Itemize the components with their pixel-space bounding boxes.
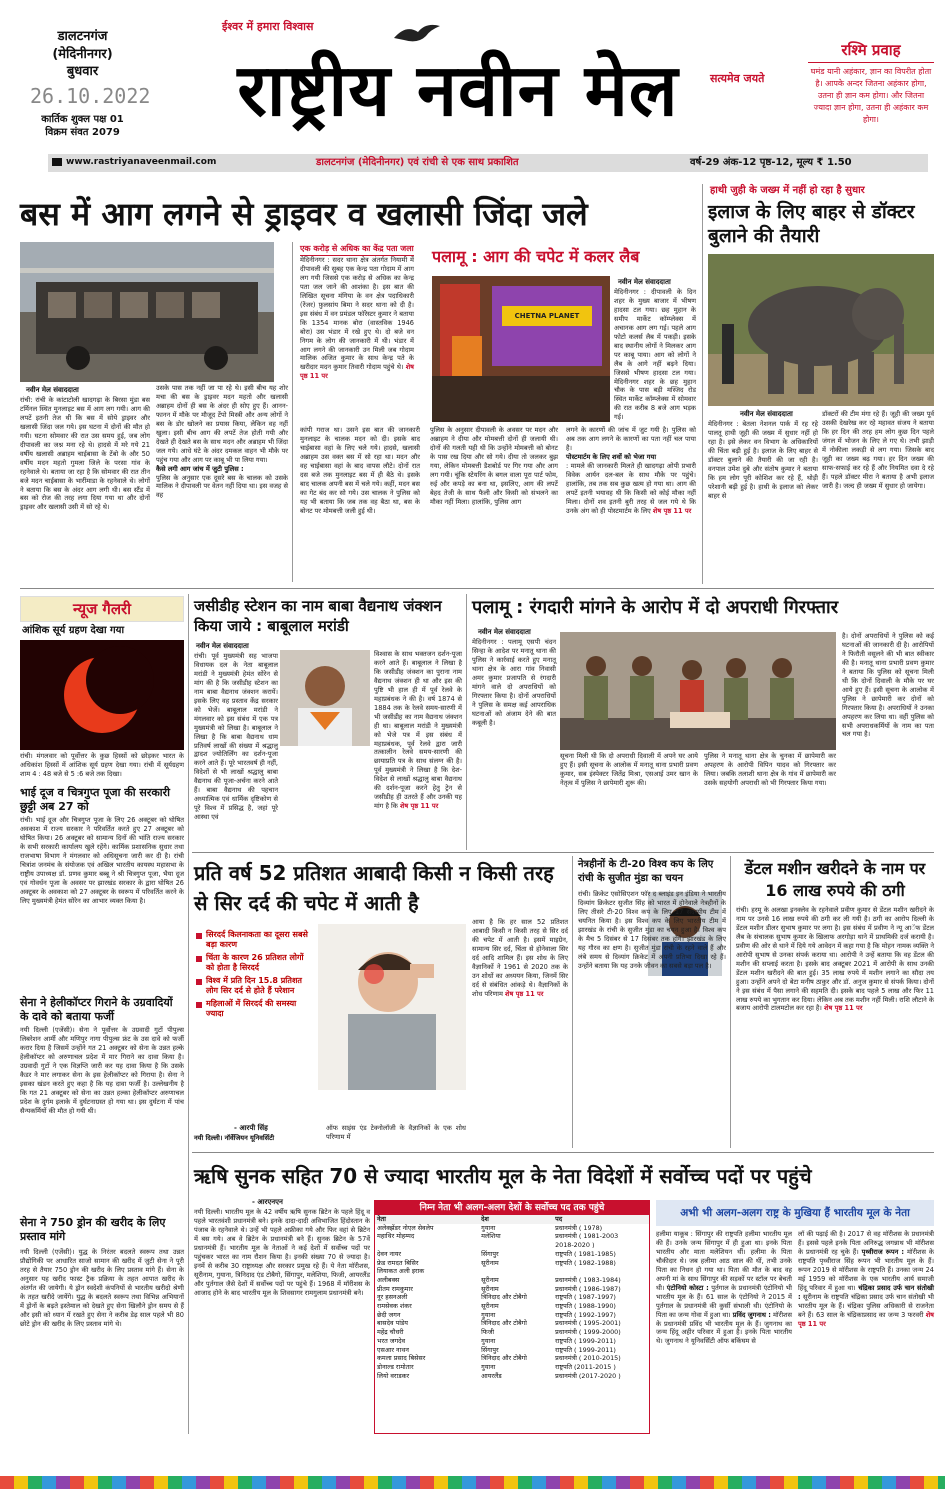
edition-date: 26.10.2022: [30, 83, 151, 108]
ware-kicker: एक करोड़ से अधिक का केंद्र पता जला: [300, 244, 414, 256]
table-row: [375, 1259, 649, 1268]
table-header-leader: नेता: [377, 1215, 386, 1223]
table-cell-country: सूरीनाम: [481, 1258, 499, 1267]
news-gallery-header: [20, 596, 184, 622]
rule: [466, 594, 467, 850]
lead-column-2b: पुलिस के अनुसार एक दूसरे बस के चालक को उसके मालिक ने दीपावली पर वेतन नहीं दिया था। इस वजह से वह: [156, 473, 288, 500]
table-header-country: देश: [481, 1215, 489, 1223]
lab-subhead: पोस्टमार्टम के लिए शवों को भेजा गया: [566, 452, 657, 461]
headache-text-2: [472, 918, 568, 1148]
headache-text: ऑफ साइंस एंड टेक्नोलॉजी के वैज्ञानिकों के एक शोध परिणाम में: [326, 1124, 466, 1141]
elephant-text-2: डॉक्टरों की टीम मंगा रहे हैं। जूही की जख्म पूर्व उसकी देखरेख कर रहे महावत संजय ने बताया कि हर दिन की तरह हम लोग कुछ दिन पहले जंगल में भोजन के लिए ले गए थे। तभी झाड़ी में नोकीला लकड़ी से लग गया। जिसके बाद जूही का जख्म बढ़ गया। हर दिन जख्म की साफ-सफाई कर रहे हैं और नियमित दवा दे रहे हैं। पहले डॉक्टर मीरा ने बताया है अभी इलाज जारी है। जल्द ही जख्म में सुधार हो जायेगा।: [822, 410, 934, 490]
table-cell-leader: कमला प्रसाद बिसेसर: [377, 1354, 426, 1363]
gallery-item3-head: सेना ने हेलीकॉप्टर गिराने के उग्रवादियों के दावे को बताया फर्जी: [20, 996, 173, 1023]
headache-bullet: चिंता के कारण 26 प्रतिशत लोगों को होता है सिरदर्द: [196, 953, 314, 973]
rangdari-text-2: सूचना मिली थी कि दो अपराधी दिवाली में अपने घर आये हुए हैं। इसी सूचना के आलोक में मनातू थाना प्रभारी प्रवण कुमार, सब इंस्पेक्टर जितेंद्र मिश्रा, एसआई उमर खान के नेतृत्व में पुलिस ने छापेमारी शुरू की।: [560, 752, 698, 787]
table-cell-post: प्रधानमंत्री ( 1983-1984): [555, 1275, 621, 1284]
mauritius-col-1: [656, 1230, 792, 1434]
table-cell-leader: प्रीतम रामकुमार: [377, 1284, 413, 1293]
rule: [20, 588, 934, 589]
edition-day: बुधवार: [66, 64, 99, 80]
table-row: [375, 1337, 649, 1346]
table-row: [375, 1346, 649, 1355]
headache-continued: शेष पृष्ठ 11 पर: [505, 989, 544, 998]
rashmi-box: [808, 40, 934, 155]
table-cell-leader: छेदी जगन: [377, 1310, 401, 1319]
edition-sub: (मेदिनीनगर): [52, 46, 113, 62]
table-row: [375, 1302, 649, 1311]
table-row: [375, 1293, 649, 1302]
table-cell-country: गुयाना: [481, 1310, 496, 1319]
tagline-left: ईश्वर में हमारा विश्वास: [222, 20, 314, 33]
table-cell-post: राष्ट्रपति ( 1982-1988): [555, 1258, 616, 1267]
table-cell-country: फिजी: [481, 1328, 495, 1337]
elephant-headline: इलाज के लिए बाहर से डॉक्टर बुलाने की तैयारी: [708, 201, 915, 247]
table-cell-post: [553, 1267, 649, 1276]
rule: [292, 242, 293, 582]
rangdari-headline: पलामू : रंगदारी मांगने के आरोप में दो अपराधी गिरफ्तार: [472, 597, 839, 618]
table-cell-country: मलेशिया: [481, 1232, 501, 1241]
table-cell-post: राष्ट्रपति ( 1999-2011): [555, 1345, 616, 1354]
edition-place: डालटनगंज: [57, 29, 108, 44]
mauritius-text: हलीमा याकूब : सिंगापुर की राष्ट्रपति हलीमा भारतीय मूल की हैं। उनके जन्म सिंगापुर में ही हुआ था। इनके पिता भारतीय और माता मलेशियन थीं। हलीमा के पिता चौकीदार थे। जब हलीमा आठ साल की थीं, तभी उनके पिता का निधन हो गया था। पिता की मौत के बाद वह अपनी मां के साथ सिंगापुर की सड़कों पर स्टॉल पर बेचती थी।: [656, 1230, 792, 1292]
table-cell-country: [479, 1241, 553, 1250]
rule: [192, 852, 934, 853]
rashmi-text: घमंड यानी अहंकार, ज्ञान का विपरीत होता है। आपके अन्दर जितना अहंकार होगा, उतना ही ज्ञान कम होगा। और जितना ज्यादा ज्ञान होगा, उतना ही अहंकार कम होगा।: [810, 67, 932, 125]
elephant-kicker: हाथी जुही के जख्म में नहीं हो रहा है सुधार: [710, 185, 865, 196]
babulal-continued: शेष पृष्ठ 11 पर: [399, 802, 439, 811]
mauritius-head-2: एंटोनियो कोस्टा :: [666, 1283, 709, 1292]
babulal-headline: जसीडीह स्टेशन का नाम बाबा वैद्यनाथ जंक्शन किया जाये : बाबूलाल मरांडी: [194, 597, 442, 635]
table-cell-leader: लियाकत अली इराक: [377, 1267, 425, 1276]
ware-continued: शेष पृष्ठ 11 पर: [300, 363, 414, 381]
lead-byline: नवीन मेल संवाददाता: [26, 386, 79, 394]
headache-dateline: नयी दिल्ली। नॉर्वेजियन यूनिवर्सिटी: [194, 1134, 275, 1142]
table-cell-country: त्रिनिदाद और टोबैगो: [481, 1293, 527, 1302]
table-cell-post: प्रधानमंत्री ( 1999-2000): [555, 1328, 621, 1337]
table-row: [375, 1250, 649, 1259]
panchang-1: कार्तिक शुक्ल पक्ष 01: [41, 113, 124, 125]
lab-photo: [432, 276, 610, 422]
mauritius-head-4: पृथ्वीराज रूपन :: [861, 1247, 905, 1256]
headache-body-2: आया है कि हर साल 52 प्रतिशत आबादी किसी न किसी तरह से सिर दर्द की चपेट में आती है। इसमें माइग्रेन, सामान्य सिर दर्द, चिंता से होनेवाला सिर दर्द आदि शामिल हैं। इस शोध के लिए वैज्ञानिकों ने 1961 से 2020 तक के उन शोधों का अध्ययन किया, जिनमें सिर दर्द से संबंधित आंकड़े थे। वैज्ञानिकों के शोध परिणाम: [472, 918, 568, 998]
table-row: [375, 1285, 649, 1294]
ware-body: मेदिनीनगर : सदर थाना क्षेत्र अंतर्गत नियामी में दीपावली की सुबह एक केन्द्र पता गोदाम में आग लग गयी जिससे एक करोड़ से अधिक का केन्द्र पता जल जाने की आशंका है। इस बात की लिखित सूचना मंगिया के वन क्षेत्र पदाधिकारी (रेंजर) फ़ुलसांय बिमा ने सदर थाना को दी है। इस संबंध में वन प्रमंडल फॉरेस्टर कुमार ने बताया कि 1354 मानक बोरा (वास्तविक 1946 बोरा) उस भंडार में रखे हुए थे। दो बजे वन निगम के लोग की जानकारी में थी। भंडार में आग लगने की जानकारी उन मिली जब गोदाम मालिक अजित कुमार के साथ केन्द्र पते के खरीदार मदन कुमार तिवारी गोदाम पहुंचे थे।: [300, 256, 414, 372]
lead-column-2: उसके पास तक नहीं जा पा रहे थे। इसी बीच यह शोर मचा की बस के ड्राइवर मदन महतो और खलासी अब्राहम दोनों ही बस के अंदर ही सोए हुए हैं। आनन-फानन में मौके पर मौजूद टेंपो मिस्त्री और अन्य लोगों ने बस के डोर खोलने का प्रयास किया, लेकिन वह नहीं खुला। इसी बीच आग की लपटें तेज होती गयी और देखते ही देखते बस के साथ मदन और अब्राहम भी जिंदा जल गये। आधे घंटे के अंदर दमकल वाहन भी मौके पर पहुंच गया और आग पर काबू भी पा लिया गया।: [156, 384, 288, 464]
rashmi-title: रश्मि प्रवाह: [808, 40, 934, 63]
table-cell-post: राष्ट्रपति ( 1999-2011): [555, 1336, 616, 1345]
table-cell-leader: बासदेव पांडेय: [377, 1319, 409, 1328]
table-row: [375, 1363, 649, 1372]
table-row: [375, 1354, 649, 1363]
table-cell-country: गुयाना: [481, 1223, 496, 1232]
babulal-text-2: [374, 650, 462, 848]
lab-sign-text: CHETNA PLANET: [514, 312, 580, 320]
web-link[interactable]: [52, 156, 216, 168]
leaders-table: [375, 1215, 649, 1380]
lead-column-1: रांची: रांची के कांटाटोली खादगढ़ा के बिरसा मुंडा बस टर्मिनल स्थित मुनलाइट बस में आग लग गयी। आग की लपटें इतनी तेज थी कि बस में सोये ड्राइवर और खलासी जिंदा जल गये। इस घटना में दोनों की मौत हो गयी। घटना सोमवार की रात उस समय हुई, जब लोग दीपावली का जश्न मना रहे थे। हादसे में मरे गये 21 वर्षीय खलासी अब्राहम चाईबासा के टेंबो के और 50 वर्षीय मदन महतो गुमला जिले के परसा गांव के रहनेवाले थे। बताया जा रहा है कि सोमवार की रात तीन बजे मदन चाईबासा के भारींमाडा के रहनेवाले थे। लोगों ने बताया कि बस के अंदर आग लगी थी। बस स्टैंड में बस को रोज की तरह लगा दिया गया था और दोनों ड्राइवर और खलासी उसी में सो रहे थे।: [20, 396, 150, 512]
sunak-headline: ऋषि सुनक सहित 70 से ज्यादा भारतीय मूल के नेता विदेशों में सर्वोच्च पदों पर पहुंचे: [194, 1164, 812, 1188]
mauritius-header: [656, 1200, 934, 1226]
rule: [730, 856, 731, 1148]
mauritius-continued: शेष पृष्ठ 11 पर: [798, 1310, 934, 1328]
table-row: [375, 1276, 649, 1285]
table-cell-leader: अलेक्झेंडर नोएल सेवलेप: [377, 1223, 434, 1232]
cricket-text: रांची। क्रिकेट एसोसिएशन फॉर द ब्लाइंड इन इंडिया ने भारतीय दिव्यांग क्रिकेटर सुजीत सिंह को भारत में होनेवाले नेत्रहीनों के लिए तीसरे टी-20 विश्व कप के लिए 17 सदस्यीय टीम में चयनित किया है। इस विश्व कप के लिए भारतीय टीम में झारखंड के रांची के सुजीत मुंडा का चयन हुआ है। विश्व कप के मैच 5 दिसंबर से 17 दिसंबर तक होंगे। झारखंड के लिए यह गौरव का क्षण है। सुजीत मुंडा रांची के रहने वाले हैं और लंबे समय से दिव्यांग क्रिकेट में अपनी प्रतिभा दिखा रहे हैं। उन्होंने बताया कि यह उनके जीवन का सबसे बड़ा पल है।: [578, 890, 726, 970]
table-cell-post: प्रधानमंत्री ( 1978): [555, 1223, 603, 1232]
table-row: [375, 1224, 649, 1233]
table-cell-post: प्रधानमंत्री ( 2010-2015): [555, 1354, 621, 1363]
masthead-bar: [48, 154, 928, 172]
ware-text: [300, 256, 414, 426]
table-row: [375, 1241, 649, 1250]
table-cell-country: आयरलैंड: [481, 1371, 502, 1380]
table-cell-leader: देवन नायर: [377, 1249, 402, 1258]
color-border-top: [0, 1476, 945, 1489]
babulal-byline: नवीन मेल संवाददाता: [196, 642, 249, 650]
issue-info: वर्ष-29 अंक-12 पृष्ठ-12, मूल्य ₹ 1.50: [690, 157, 852, 168]
lead-headline: बस में आग लगने से ड्राइवर व खलासी जिंदा जले: [20, 195, 588, 233]
table-cell-post: प्रधानमंत्री (2017-2020 ): [555, 1371, 621, 1380]
table-cell-post: प्रधानमंत्री ( 1981-2003: [555, 1232, 619, 1241]
elephant-text: मेदिनीनगर : बेतला नेशनल पार्क में रह रहे पालतू हाथी जूही की जख्म में सुधार नहीं हो रहा है। इसे लेकर वन विभाग के अधिकारियों की चिंता बढ़ी हुई है। इलाज के लिए बाहर से डॉक्टर बुलाने की तैयारी की जा रही है। वनपाल उमेश दुबे और संतोष कुमार ने बताया कि हम लोग पूरी कोशिश कर रहे हैं, थोड़ी परेशानी बढ़ी हुई है। हाथी के इलाज को लेकर बाहर से: [708, 420, 818, 500]
news-gallery-title: न्यूज गैलरी: [72, 600, 132, 618]
mauritius-text-5: मॉरीशस के राष्ट्रपति पृथ्वीराज सिंह रूपन भी भारतीय मूल के हैं। रूपन 2019 से मॉरीशस के राष्ट्रपति हैं। उनका जन्म 24 मई 1959 को मॉरीशस के एक भारतीय आर्य समाजी हिंदू परिवार में हुआ था।: [798, 1247, 934, 1292]
headache-byline: - आरपी सिंह: [234, 1124, 268, 1132]
leaders-table-title: निम्न नेता भी अलग-अलग देशों के सर्वोच्च पद तक पहुंचे: [375, 1201, 649, 1215]
headache-photo: [318, 924, 466, 1090]
babulal-body-2: विश्वास के साथ भक्तजन दर्शन-पूजा करने आते हैं। बाबूलाल ने लिखा है कि जसीडीह जंक्शन का पुराना नाम वैद्यनाथ जंक्शन ही था और इस की पुष्टि भी हाल ही में पूर्व रेलवे के महाप्रबंधक ने की है। वर्ष 1874 से 1884 तक के रेलवे समय-सारणी में भी जसीडीह का नाम वैद्यनाथ जंक्शन ही था। बाबूलाल मरांडी ने मुख्यमंत्री को भेजे पत्र में इस संबंध में महाप्रबंधक, पूर्व रेलवे द्वारा जारी तत्कालीन रेलवे समय-सारणी की छायाप्रति पत्र के साथ संलग्न की है। पूर्व मुख्यमंत्री ने लिखा है कि देश-विदेश से लाखों श्रद्धालु बाबा वैद्यनाथ की दर्शन-पूजा करने हेतु ट्रेन से जसीडीह ही उतरते हैं और उनकी यह मांग है कि: [374, 650, 462, 811]
gallery-item3-text: नयी दिल्ली (एजेंसी)। सेना ने पूर्वोत्तर के उग्रवादी गुटों पीपुल्स लिबरेशन आर्मी और मणिपुर नागा पीपुल्स फ्रंट के उस दावे को फर्जी करार दिया है जिसमें उन्होंने गत 21 अक्टूबर को सेना के उन्नत हल्के हेलीकॉप्टर को अरुणाचल प्रदेश में मार गिराने का दावा किया है। उग्रवादी गुटों ने एक विज्ञप्ति जारी कर यह दावा किया है कि उसके कैडर ने मार लगाकर सेना के इस हेलीकॉप्टर को गिराया है। सेना ने इसका खंडन करते हुए कहा है कि यह दावा फर्जी है। उल्लेखनीय है कि गत 21 अक्टूबर को सेना का उन्नत हल्का हेलीकॉप्टर अरुणाचल प्रदेश के दुर्गम इलाके में दुर्घटनाग्रस्त हो गया था। इस दुर्घटना में पांच सैन्यकर्मियों की मौत हो गयी थी।: [20, 1026, 184, 1115]
masthead: [0, 0, 945, 176]
eclipse-photo: [20, 640, 184, 750]
mauritius-text-3: मॉरीशस के प्रधानमंत्री प्रविंद भी भारतीय मूल के हैं। जुगनाथ का जन्म हिंदू अहीर परिवार में हुआ है। इनके पिता भारतीय थे। जुगनाथ ने यूनिवर्सिटी ऑफ बकिंघम से: [656, 1310, 792, 1346]
lead-column-2-subhead: कैसे लगी आग जांच में जुटी पुलिस :: [156, 464, 244, 473]
lab-byline: नवीन मेल संवाददाता: [618, 278, 671, 286]
table-cell-post: प्रधानमंत्री ( 1986-1987): [555, 1284, 621, 1293]
lead-column-2-box: [156, 384, 288, 580]
lab-text-3: : मामले की जानकारी मिलते ही खादगढ़ा ओपी प्रभारी विवेक आर्यन दल-बल के साथ मौके पर पहुंचे। हालांकि, तब तक सब कुछ खत्म हो गया था। आग की लपटें इतनी भयावह थी कि किसी को कोई मौका नहीं मिला। दोनों शव इतनी बुरी तरह से जल गये थे कि उनके अंग को ही पोस्टमार्टम के लिए: [566, 461, 696, 515]
headache-bullet: महिलाओं में सिरदर्द की समस्या ज्यादा: [196, 999, 314, 1019]
table-row: [375, 1372, 649, 1381]
mauritius-head-5: चंद्रिका प्रसाद उर्फ चान संतोखी :: [798, 1283, 935, 1301]
headache-bullet-list: [196, 930, 314, 1019]
table-row: [375, 1311, 649, 1320]
headache-bullets: [196, 930, 314, 1080]
cricket-headline: नेत्रहीनों के टी-20 विश्व कप के लिए रांची के सुजीत मुंडा का चयन: [578, 859, 714, 884]
lab-text-continued: [566, 426, 696, 582]
lead-column-3: कांपी गराज था। उसने इस बात की जानकारी मुनलाइट के चालक मदन को दी। इसके बाद चाईबासा वहां के लिए चले गये। हादसे, खलासी अब्राहम उस वक्त बस में सो रहा था। मदन और वह चाईबासा वहां के बाद वापस लौटे। दोनों रात दस बजे तक मुनलाइट बस में ही बैठे थे। इसके बाद चालक अपनी बस में चले गये। कहीं, मदन बस का गेट बंद कर सो गये। उस चालक ने पुलिस को यह भी बताया कि जब तक वह बैठा था, बस के बोनट पर मोमबत्ती जली हुई थी।: [300, 426, 420, 515]
rule: [192, 1152, 934, 1153]
table-cell-post: राष्ट्रपति ( 1992-1997): [555, 1310, 616, 1319]
table-header-post: पद: [555, 1215, 563, 1223]
table-cell-leader: लियो वराडकर: [377, 1371, 410, 1380]
rule: [572, 856, 573, 1148]
babulal-text: रांची। पूर्व मुख्यमंत्री सह भाजपा विधायक दल के नेता बाबूलाल मरांडी ने मुख्यमंत्री हेमंत सोरेन से मांग की है कि जसीडीह स्टेशन का नाम बाबा वैद्यनाथ जंक्शन करायें। इसके लिए वह प्रस्ताव केंद्र सरकार को भेजें। बाबूलाल मरांडी ने मंगलवार को इस संबंध में एक पत्र मुख्यमंत्री को लिखा है। बाबूलाल ने लिखा है कि बाबा वैद्यनाथ धाम प्रतिवर्ष लाखों की संख्या में श्रद्धालु द्वादश ज्योतिर्लिंग का दर्शन-पूजा करने आते हैं। पूरे भारतवर्ष ही नहीं, विदेशों से भी लाखों श्रद्धालु बाबा वैद्यनाथ की पूजा-अर्चना करने आते हैं। बाबा वैद्यनाथ की पहचान अध्यात्मिक एवं धार्मिक दृष्टिकोण से पूरे विश्व में प्रसिद्ध है, जहां पूरे आस्था एवं: [194, 652, 278, 822]
table-cell-post: राष्ट्रपति (2011-2015 ): [555, 1362, 616, 1371]
table-cell-post: राष्ट्रपति ( 1981-1985): [555, 1249, 616, 1258]
table-cell-leader: रामसेवक शंकर: [377, 1302, 412, 1311]
mauritius-headline: अभी भी अलग-अलग राष्ट्र के मुखिया हैं भारतीय मूल के नेता: [680, 1207, 910, 1219]
edition-box: [30, 28, 151, 148]
table-cell-country: त्रिनिदाद और टोबैगो: [481, 1354, 527, 1363]
mauritius-text-2: पुर्तगाल के प्रधानमंत्री एंटोनियो भी भारतीय मूल के हैं। 61 साल के एंटोनियो ने 2015 में पुर्तगाल के प्रधानमंत्री की कुर्सी संभाली थी। एंटोनियो के पिता का जन्म गोवा में हुआ था।: [656, 1283, 792, 1319]
mauritius-text-4: लॉ की पढ़ाई की है। 2017 से वह मॉरीशस के प्रधानमंत्री हैं। इससे पहले इनके पिता अनिरुद्ध जगन्नाथ भी मॉरीशस के प्रधानमंत्री रह चुके हैं।: [798, 1230, 934, 1256]
rule: [188, 594, 189, 1434]
table-cell-leader: फ्रेड रामदत बिसिर: [377, 1258, 419, 1267]
gallery-item4-text: नयी दिल्ली (एजेंसी)। युद्ध के निरंतर बदलते स्वरूप तथा उन्नत प्रौद्योगिकी पर आधारित साजो सामान की खरीद में जुटी सेना ने पूरी तरह से तैयार 750 ड्रोन की खरीद के लिए प्रस्ताव मांगे हैं। सेना के अनुसार यह खरीद फास्ट ट्रैक प्रक्रिया के तहत आपात खरीद के अंतर्गत की जायेगी। ये ड्रोन स्वदेशी कंपनियों से भारतीय खरीदो श्रेणी के तहत खरीदे जायेंगे। युद्ध के बदलते स्वरूप तथा विभिन्न अभियानों में ड्रोनों के बढ़ते इस्तेमाल को देखते हुए सेना खिलौने ड्रोन समय से हैं और इसी को ध्यान में रखते हुए सेना ने करीब डेढ़ साल पहले भी 80 छोटे ड्रोन की खरीद के लिए प्रस्ताव मांगे थे।: [20, 1248, 184, 1328]
mauritius-col-2: [798, 1230, 934, 1434]
table-cell-leader: महेंद्र चौधरी: [377, 1328, 404, 1337]
table-cell-country: [479, 1267, 553, 1276]
table-cell-post: राष्ट्रपति ( 1987-1997): [555, 1293, 616, 1302]
gallery-item2-text: रांची। भाई दूज और चित्रगुप्त पूजा के लिए 26 अक्टूबर को घोषित अवकाश में राज्य सरकार ने परिवर्तित करते हुए 27 अक्टूबर को घोषित किया। 26 अक्टूबर को सामान्य दिनों की भांति राज्य सरकार के सभी सरकारी कार्यालय खुले रहेंगे। कार्मिक प्रशासनिक सुधार तथा राजभाषा विभाग ने मंगलवार को अधिसूचना जारी कर दी है। रांची चित्रांश जनमंच के संयोजक एवं अखिल भारतीय कायस्थ महासभा के राष्ट्रीय उपाध्यक्ष डॉ. प्रणव कुमार बब्बू ने श्री चित्रगुप्त पूजा, भैया दूज एवं गोवर्धन पूजा के अवसर पर झारखंड सरकार के द्वारा घोषित 26 अक्टूबर के अवकाश को 27 अक्टूबर के स्वरूप में परिवर्तित करने के लिए मुख्यमंत्री हेमंत सोरेन का आभार व्यक्त किया है।: [20, 816, 184, 905]
headache-bullet: विश्व में प्रति दिन 15.8 प्रतिशत लोग सिर दर्द से होते हैं परेशान: [196, 976, 314, 996]
lab-text: मेदिनीनगर : दीपावली के दिन शहर के मुख्य बाजार में भीषण हादसा टल गया। छह मुहान के समीप मार्केट कॉम्प्लेक्स में अचानक आग लग गई। पहले आग फोटो कलर्स लैब में पकड़ी। इसके बाद स्थानीय लोगों ने मिलकर आग पर काबू पाया। आग को लोगों ने लैब के आगे नहीं बढ़ने दिया। जिससे भीषण हादसा टल गया। मेदिनीनगर शहर के छह मुहान चौक के पास बड़ी मस्जिद रोड स्थित मार्केट कॉम्प्लेक्स में सोमवार की रात करीब 8 बजे आग भड़क गई।: [614, 288, 696, 422]
sunak-byline: - आरएनएन: [252, 1198, 283, 1206]
lab-headline: पलामू : आग की चपेट में कलर लैब: [432, 247, 640, 266]
table-cell-leader: भरत जगदेव: [377, 1336, 406, 1345]
website-url[interactable]: www.rastriyanaveenmail.com: [66, 157, 217, 167]
table-cell-country: सूरीनाम: [481, 1284, 499, 1293]
tagline-right: सत्यमेव जयते: [710, 72, 765, 85]
rangdari-byline: नवीन मेल संवाददाता: [478, 628, 531, 636]
globe-icon: [52, 158, 62, 166]
lab-continued: शेष पृष्ठ 11 पर: [652, 506, 692, 515]
table-cell-leader: [375, 1241, 479, 1250]
newspaper-title: राष्ट्रीय नवीन मेल: [237, 48, 679, 132]
thagi-body: रांची। हरमू के अलखा इनक्लेव के रहनेवाले प्रवीण कुमार से डेंटल मशीन खरीदने के नाम पर उनसे 16 लाख रुपये की ठगी कर ली गयी है। ठगी का आरोप दिल्ली के डेंटल मशीन डीलर सुभाष कुमार पर लगा है। इस संबंध में प्रवीण ने न्यू आॅफ डेंटल लैब के संचालक सुभाष कुमार के खिलाफ अरगोड़ा थाने में प्राथमिकी दर्ज करायी है। प्रवीण की ओर से थाने में दिये गये आवेदन में कहा गया है कि मोहन नामक व्यक्ति ने आरोपी सुभाष से उनका संपर्क कराया था। आरोपी ने उन्हें बताया कि वह डेंटल की मशीन की सप्लाई करता है। इसके बाद अक्टूबर 2021 में आरोपी के साथ उनकी डेंटल मशीन खरीदने की बात हुई। 35 लाख रुपये में मशीन लगाने का सौदा तय हुआ। उन्होंने अपने दो बेटा मनीष ठाकुर और डॉ. अनुज कुमार से संपर्क किया। दोनों ने इस संबंध में पैसा लगाने की सहमति दी। इसके बाद पहले 5 लाख और फिर 11 लाख रुपये का भुगतान कर दिया। लेकिन अब तक मशीन नहीं मिली। राशि लौटाने के बजाय आरोपी टालमटोल कर रहा है।: [736, 906, 934, 1013]
headache-bullet: सिरदर्द किलनाकता का दूसरा सबसे बड़ा कारण: [196, 930, 314, 950]
headache-headline: प्रति वर्ष 52 प्रतिशत आबादी किसी न किसी तरह से सिर दर्द की चपेट में आती है: [194, 861, 554, 915]
table-cell-country: सिंगापुर: [481, 1249, 499, 1258]
ware-column-2: पुलिस के अनुसार दीपावली के अवसर पर मदन और अब्राहम ने दीया और मोमबत्ती दोनों ही जलायी थी। दोनों की गलती यही थी कि उन्होंने मोमबत्ती को बोनट के पास रख दिया और सो गये। दीया तो जलकर बुझ गया, लेकिन मोमबत्ती डैशबोर्ड पर गिर गया और आग लग गयी। चूंकि स्टेयरिंग के बगल वाला पूरा पार्ट फोम, रुई और कपड़े का बना था, इसलिए, आग की लपटें बेहद तेजी के साथ फैली और किसी को संभलने का मौका नहीं मिला। हालांकि, पुलिस आग: [430, 426, 558, 506]
thagi-text-box: [736, 906, 934, 1148]
table-cell-country: सूरीनाम: [481, 1302, 499, 1311]
table-row: [375, 1319, 649, 1328]
elephant-photo: [708, 254, 934, 406]
table-cell-country: गुयाना: [481, 1362, 496, 1371]
table-cell-post: राष्ट्रपति ( 1988-1990): [555, 1302, 616, 1311]
table-cell-country: त्रिनिदाद और टोबैगो: [481, 1319, 527, 1328]
babulal-photo: [280, 650, 370, 746]
mauritius-head-3: प्रविंद जुगनाथ :: [732, 1310, 771, 1319]
panchang-2: विक्रम संवत 2079: [45, 127, 120, 139]
table-cell-leader: डोनाल्ड रामोतार: [377, 1362, 414, 1371]
publish-note: डालटनगंज (मेदिनीनगर) एवं रांची से एक साथ प्रकाशित: [316, 157, 519, 168]
sunak-text: नयी दिल्ली। भारतीय मूल के 42 वर्षीय ऋषि सुनक ब्रिटेन के पहले हिंदू व पहले भारतवंशी प्रधानमंत्री बने। इनके दादा-दादी अविभाजित हिंदोस्तान के पंजाब के रहनेवाले थे। उन्हें भी पहले अफ्रीका गये और फिर वहां से ब्रिटेन में बस गये। अब वे ब्रिटेन के प्रधानमंत्री बने हैं। सुनक ब्रिटेन के 57वें प्रधानमंत्री हैं। भारतीय मूल के नेताओं ने कई देशों में सर्वोच्च पदों पर पहुंचकर भारत का नाम रौशन किया है। इनकी संख्या 70 से ज्यादा है। इनमें से करीब 30 राष्ट्राध्यक्ष और सरकार प्रमुख रहे हैं। ये नेता मॉरीशस, सूरीनाम, गुयाना, त्रिनिदाद एंड टोबैगो, सिंगापुर, मलेशिया, फिजी, आयरलैंड और पुर्तगाल जैसे देशों में सर्वोच्च पदों पर पहुंचे हैं। 1968 में मॉरीशस के आजाद होने के बाद भारतीय मूल के शिवसागर रामगुलाम प्रधानमंत्री बने।: [194, 1208, 370, 1297]
gallery-item1-text: रांची। मंगलवार को पूर्वोत्तर के कुछ हिस्सों को छोड़कर भारत के अधिकांश हिस्सों में आंशिक सूर्य ग्रहण देखा गया। रांची में सूर्यग्रहण शाम 4 : 48 बजे से 5 :6 बजे तक दिखा।: [20, 752, 184, 778]
thagi-headline: डेंटल मशीन खरीदने के नाम पर 16 लाख रुपये की ठगी: [744, 859, 926, 900]
table-row: [375, 1267, 649, 1276]
bus-fire-photo: [20, 242, 274, 382]
elephant-byline: नवीन मेल संवाददाता: [740, 410, 793, 418]
table-row: [375, 1328, 649, 1337]
arrest-photo: [560, 632, 836, 750]
rule: [702, 184, 703, 584]
gallery-item1-head: आंशिक सूर्य ग्रहण देखा गया: [22, 625, 125, 636]
table-cell-leader: महाथिर मोहम्मद: [377, 1232, 415, 1241]
rangdari-text: मेदिनीनगर : पलामू एसपी चंदन सिन्हा के आदेश पर मनातू थाना की पुलिस ने कार्रवाई करते हुए मनातू थाना क्षेत्र के आरा गांव निवासी अमर कुमार प्रजापति से रंगदारी मांगने वाले दो अपराधियों को गिरफ्तार किया है। दोनों अपराधियों ने पुलिस के समक्ष कई आपराधिक घटनाओं को अंजाम देने की बात कबूली है।: [472, 638, 556, 727]
thagi-continued: शेष पृष्ठ 11 पर: [824, 1004, 863, 1013]
table-cell-country: सूरीनाम: [481, 1275, 499, 1284]
table-cell-country: सिंगापुर: [481, 1345, 499, 1354]
table-cell-country: गुयाना: [481, 1336, 496, 1345]
table-cell-post: 2018-2020 ): [555, 1241, 595, 1250]
mauritius-text-6: सूरीनाम के राष्ट्रपति चंद्रिका प्रसाद उर्फ चान संतोखी भी भारतीय मूल के हैं। चंद्रिका पुलिस अधिकारी से राजनेता बने हैं। 63 साल के चंद्रिकाप्रसाद का जन्म 3 फरवरी: [798, 1292, 934, 1319]
table-row: [375, 1232, 649, 1241]
gallery-item2-head: भाई दूज व चित्रगुप्त पूजा की सरकारी छुट्टी अब 27 को: [20, 786, 170, 813]
lab-text-2: लगने के कारणों की जांच में जुट गयी है। पुलिस को अब तक आग लगने के कारणों का पता नहीं चल पाया है।: [566, 426, 696, 452]
rangdari-text-4: है। दोनों अपराधियों ने पुलिस को कई घटनाओं की जानकारी दी है। आरोपियों ने फिरौती वसूलने की भी बात स्वीकार की है। मनातू थाना प्रभारी प्रवण कुमार ने बताया कि पुलिस को सूचना मिली थी कि दोनों दिवाली के मौके पर घर आये हुए हैं। इसी सूचना के आलोक में पुलिस ने छापेमारी कर दोनों को गिरफ्तार किया है। अपराधियों ने उनका अपहरण कर लिया था। वहीं पुलिस को सभी अपराधकर्मियों के नाम का पता चल गया है।: [842, 632, 934, 739]
table-cell-leader: अलीबक्स: [377, 1275, 400, 1284]
table-cell-post: प्रधानमंत्री ( 1995-2001): [555, 1319, 621, 1328]
rangdari-text-3: पुलिस ने मनातू थाना क्षेत्र के चुनका में छापेमारी कर अपहरण के आरोपी विपिन यादव को गिरफ्तार कर लिया। जबकि तलाशी थाना क्षेत्र के गांव में छापेमारी कर उसके सहयोगी अपराधी को भी गिरफ्तार किया गया।: [704, 752, 836, 787]
gallery-item4-head: सेना ने 750 ड्रोन की खरीद के लिए प्रस्ताव मांगे: [20, 1216, 166, 1243]
table-cell-leader: नूर हसनअली: [377, 1293, 408, 1302]
leaders-table-box: [374, 1200, 650, 1434]
table-cell-leader: एसआर नाथन: [377, 1345, 409, 1354]
